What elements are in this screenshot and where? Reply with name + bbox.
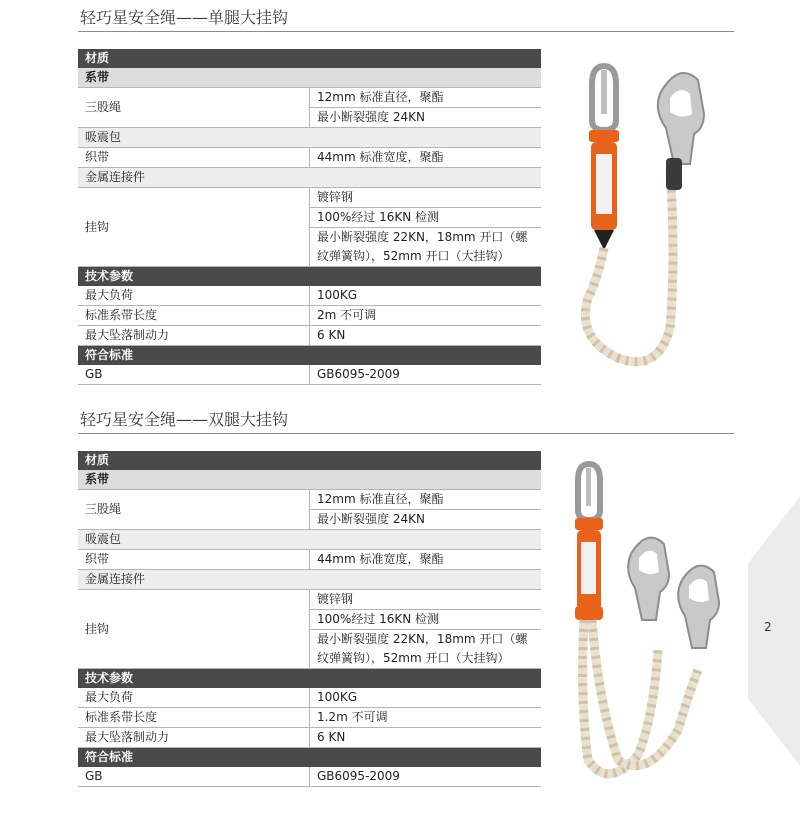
section-title: 轻巧星安全绳——双腿大挂钩 bbox=[78, 408, 734, 434]
material-header: 材质 bbox=[78, 451, 541, 470]
lanyard-double-hook-image bbox=[558, 460, 728, 800]
param-value: 6 KN bbox=[310, 326, 542, 346]
tech-header: 技术参数 bbox=[78, 267, 541, 287]
page-tab bbox=[748, 496, 800, 766]
spec-table bbox=[78, 49, 541, 385]
param-label: 标准系带长度 bbox=[78, 708, 310, 728]
hook-value: 镀锌钢 bbox=[310, 590, 542, 610]
page-number: 2 bbox=[764, 620, 772, 634]
belt-header: 系带 bbox=[78, 470, 541, 490]
hook-value: 最小断裂强度 22KN，18mm 开口（螺纹弹簧钩），52mm 开口（大挂钩） bbox=[310, 228, 542, 267]
param-value: 100KG bbox=[310, 688, 542, 708]
param-value: 1.2m 不可调 bbox=[310, 708, 542, 728]
param-label: 标准系带长度 bbox=[78, 306, 310, 326]
section-title: 轻巧星安全绳——单腿大挂钩 bbox=[78, 6, 734, 32]
standard-label: GB bbox=[78, 365, 310, 385]
param-label: 最大坠落制动力 bbox=[78, 326, 310, 346]
hook-value: 镀锌钢 bbox=[310, 188, 542, 208]
metal-label: 金属连接件 bbox=[78, 168, 541, 188]
webbing-value: 44mm 标准宽度，聚酯 bbox=[310, 550, 542, 570]
product-section-double bbox=[78, 408, 734, 808]
absorber-label: 吸震包 bbox=[78, 530, 541, 550]
rope-label: 三股绳 bbox=[78, 490, 310, 530]
standard-value: GB6095-2009 bbox=[310, 365, 542, 385]
absorber-label: 吸震包 bbox=[78, 128, 541, 148]
rope-label: 三股绳 bbox=[78, 88, 310, 128]
hook-value: 最小断裂强度 22KN，18mm 开口（螺纹弹簧钩），52mm 开口（大挂钩） bbox=[310, 630, 542, 669]
rope-value: 12mm 标准直径，聚酯 bbox=[310, 88, 542, 108]
webbing-label: 织带 bbox=[78, 550, 310, 570]
rope-value: 12mm 标准直径，聚酯 bbox=[310, 490, 542, 510]
rope-value: 最小断裂强度 24KN bbox=[310, 108, 542, 128]
hook-value: 100%经过 16KN 检测 bbox=[310, 610, 542, 630]
hook-label: 挂钩 bbox=[78, 188, 310, 267]
belt-header: 系带 bbox=[78, 68, 541, 88]
param-label: 最大负荷 bbox=[78, 286, 310, 306]
param-value: 2m 不可调 bbox=[310, 306, 542, 326]
param-value: 100KG bbox=[310, 286, 542, 306]
standard-label: GB bbox=[78, 767, 310, 787]
hook-value: 100%经过 16KN 检测 bbox=[310, 208, 542, 228]
param-value: 6 KN bbox=[310, 728, 542, 748]
lanyard-single-hook-image bbox=[558, 58, 708, 398]
standard-header: 符合标准 bbox=[78, 748, 541, 768]
material-header: 材质 bbox=[78, 49, 541, 68]
rope-value: 最小断裂强度 24KN bbox=[310, 510, 542, 530]
metal-label: 金属连接件 bbox=[78, 570, 541, 590]
spec-table bbox=[78, 451, 541, 787]
product-section-single bbox=[78, 6, 734, 396]
standard-value: GB6095-2009 bbox=[310, 767, 542, 787]
hook-label: 挂钩 bbox=[78, 590, 310, 669]
tech-header: 技术参数 bbox=[78, 669, 541, 689]
param-label: 最大坠落制动力 bbox=[78, 728, 310, 748]
param-label: 最大负荷 bbox=[78, 688, 310, 708]
standard-header: 符合标准 bbox=[78, 346, 541, 366]
webbing-value: 44mm 标准宽度，聚酯 bbox=[310, 148, 542, 168]
webbing-label: 织带 bbox=[78, 148, 310, 168]
